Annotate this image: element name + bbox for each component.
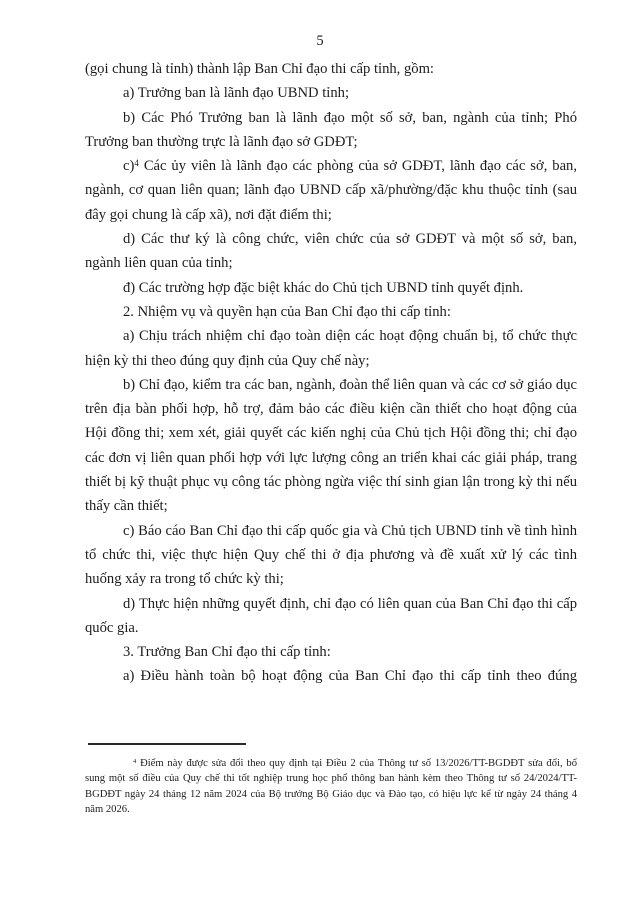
paragraph-2b: b) Chỉ đạo, kiểm tra các ban, ngành, đoàn thể liên quan và các cơ sở giáo dục trên địa bàn phối hợp, hỗ trợ, đảm bảo các điều kiện cần thiết cho hoạt động của Hội đồng thi; xem xét, giải quyết các kiến nghị của Chủ tịch Hội đồng thi; chỉ đạo các đơn vị liên quan phối hợp với lực lượng công an triển khai các giải pháp, trang thiết bị kỹ thuật phục vụ công tác phòng ngừa việc thí sinh gian lận trong kỳ thi nếu thấy cần thiết; [85,376,577,515]
footnote-number: 4 [133,757,137,765]
paragraph-2c: c) Báo cáo Ban Chỉ đạo thi cấp quốc gia và Chủ tịch UBND tỉnh về tình hình tổ chức thi, việc thực hiện Quy chế thi ở địa phương và đề xuất xử lý các tình huống xảy ra trong tổ chức kỳ thi; [85,522,577,588]
paragraph-item-dd: đ) Các trường hợp đặc biệt khác do Chủ tịch UBND tỉnh quyết định. [123,279,524,296]
paragraph-item-c-prefix: c) [123,158,135,175]
page-number: 5 [316,33,324,49]
footnote [85,756,577,818]
paragraph-section-2: 2. Nhiệm vụ và quyền hạn của Ban Chỉ đạo thi cấp tỉnh: [123,303,451,320]
footnote-ref-marker: 4 [134,157,139,168]
footnote-area [85,743,577,818]
paragraph-item-c [85,154,577,227]
paragraph-item-b: b) Các Phó Trưởng ban là lãnh đạo một số sở, ban, ngành của tỉnh; Phó Trưởng ban thường trực là lãnh đạo sở GDĐT; [85,109,577,150]
paragraph-section-3: 3. Trưởng Ban Chỉ đạo thi cấp tỉnh: [123,644,331,661]
paragraph-continuation: (gọi chung là tỉnh) thành lập Ban Chỉ đạo thi cấp tỉnh, gồm: [85,61,434,77]
paragraph-item-a: a) Trưởng ban là lãnh đạo UBND tỉnh; [123,85,350,102]
paragraph-3a: a) Điều hành toàn bộ hoạt động của Ban Chỉ đạo thi cấp tỉnh theo đúng [123,668,577,685]
paragraph-item-d: d) Các thư ký là công chức, viên chức của sở GDĐT và một số sở, ban, ngành liên quan của tỉnh; [85,231,577,272]
paragraph-item-c-text: Các ủy viên là lãnh đạo các phòng của sở GDĐT, lãnh đạo các sở, ban, ngành, cơ quan liên quan; lãnh đạo UBND cấp xã/phường/đặc khu thuộc tỉnh (sau đây gọi chung là cấp xã), nơi đặt điểm thi; [85,158,577,223]
footnote-text: Điểm này được sửa đổi theo quy định tại Điều 2 của Thông tư số 13/2026/TT-BGDĐT sửa đổi, bổ sung một số điều của Quy chế thi tốt nghiệp trung học phổ thông ban hành kèm theo Thông tư số 24/2024/TT-BGDĐT ngày 24 tháng 12 năm 2024 của Bộ trưởng Bộ Giáo dục và Đào tạo, có hiệu lực kể từ ngày 24 tháng 4 năm 2026. [85,758,577,816]
paragraph-2a: a) Chịu trách nhiệm chỉ đạo toàn diện các hoạt động chuẩn bị, tổ chức thực hiện kỳ thi theo đúng quy định của Quy chế này; [85,328,577,369]
paragraph-2d: d) Thực hiện những quyết định, chỉ đạo có liên quan của Ban Chỉ đạo thi cấp quốc gia. [85,595,577,636]
footnote-separator [88,743,246,745]
body-text [85,57,577,689]
